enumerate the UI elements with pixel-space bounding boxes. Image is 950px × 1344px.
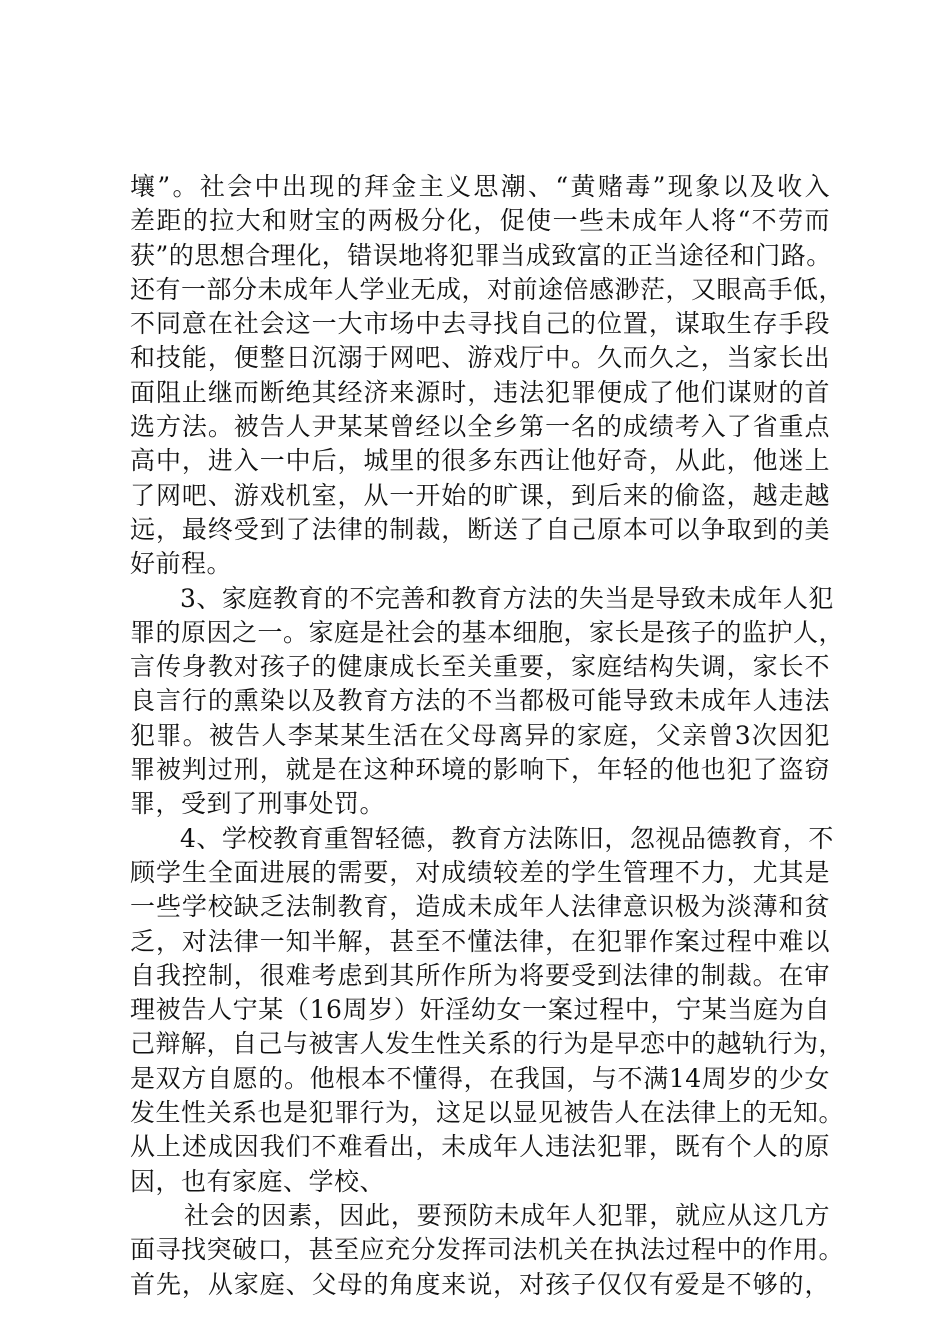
body-text [130,170,845,1302]
text-line: 乏，对法律一知半解，甚至不懂法律，在犯罪作案过程中难以 [130,926,830,956]
text-line: 面寻找突破口，甚至应充分发挥司法机关在执法过程中的作用。 [130,1235,845,1265]
text-line: 还有一部分未成年人学业无成，对前途倍感渺茫，又眼高手低， [130,274,845,304]
text-line: 一些学校缺乏法制教育，造成未成年人法律意识极为淡薄和贫 [130,892,830,922]
paragraph-start-line: 社会的因素，因此，要预防未成年人犯罪，就应从这几方 [184,1200,830,1230]
text-line: 犯罪。被告人李某某生活在父母离异的家庭，父亲曾3次因犯 [130,720,830,750]
text-line: 首先，从家庭、父母的角度来说，对孩子仅仅有爱是不够的， [130,1269,830,1299]
text-line: 和技能，便整日沉溺于网吧、游戏厅中。久而久之，当家长出 [130,343,830,373]
text-line: 面阻止继而断绝其经济来源时，违法犯罪便成了他们谋财的首 [130,377,830,407]
text-line: 远，最终受到了法律的制裁，断送了自己原本可以争取到的美 [130,514,830,544]
text-line: 自我控制，很难考虑到其所作所为将要受到法律的制裁。在审 [130,960,830,990]
text-line: 从上述成因我们不难看出，未成年人违法犯罪，既有个人的原 [130,1132,830,1162]
text-line: 了网吧、游戏机室，从一开始的旷课，到后来的偷盗，越走越 [130,480,830,510]
text-line: 顾学生全面进展的需要，对成绩较差的学生管理不力，尤其是 [130,857,830,887]
text-line: 因，也有家庭、学校、 [130,1166,386,1196]
paragraph-start-line: 4、学校教育重智轻德，教育方法陈旧，忽视品德教育，不 [180,823,834,853]
text-line: 不同意在社会这一大市场中去寻找自己的位置，谋取生存手段 [130,309,830,339]
text-line: 发生性关系也是犯罪行为，这足以显见被告人在法律上的无知。 [130,1098,845,1128]
text-line: 良言行的熏染以及教育方法的不当都极可能导致未成年人违法 [130,686,830,716]
text-line: 获”的思想合理化，错误地将犯罪当成致富的正当途径和门路。 [130,240,832,270]
text-line: 理被告人宁某（16周岁）奸淫幼女一案过程中，宁某当庭为自 [130,995,830,1025]
text-line: 言传身教对孩子的健康成长至关重要，家庭结构失调，家长不 [130,652,830,682]
text-line: 罪的原因之一。家庭是社会的基本细胞，家长是孩子的监护人， [130,617,845,647]
text-line: 选方法。被告人尹某某曾经以全乡第一名的成绩考入了省重点 [130,412,830,442]
text-line: 是双方自愿的。他根本不懂得，在我国，与不满14周岁的少女 [130,1063,830,1093]
text-line: 罪，受到了刑事处罚。 [130,789,386,819]
text-line: 高中，进入一中后，城里的很多东西让他好奇，从此，他迷上 [130,446,830,476]
text-line: 壤”。社会中出现的拜金主义思潮、“黄赌毒”现象以及收入 [130,172,830,201]
text-line: 差距的拉大和财宝的两极分化，促使一些未成年人将“不劳而 [130,206,830,236]
paragraph-start-line: 3、家庭教育的不完善和教育方法的失当是导致未成年人犯 [180,583,834,613]
text-line: 己辩解，自己与被害人发生性关系的行为是早恋中的越轨行为， [130,1029,845,1059]
text-line: 罪被判过刑，就是在这种环境的影响下，年轻的他也犯了盗窃 [130,755,830,785]
text-line: 好前程。 [130,549,233,579]
